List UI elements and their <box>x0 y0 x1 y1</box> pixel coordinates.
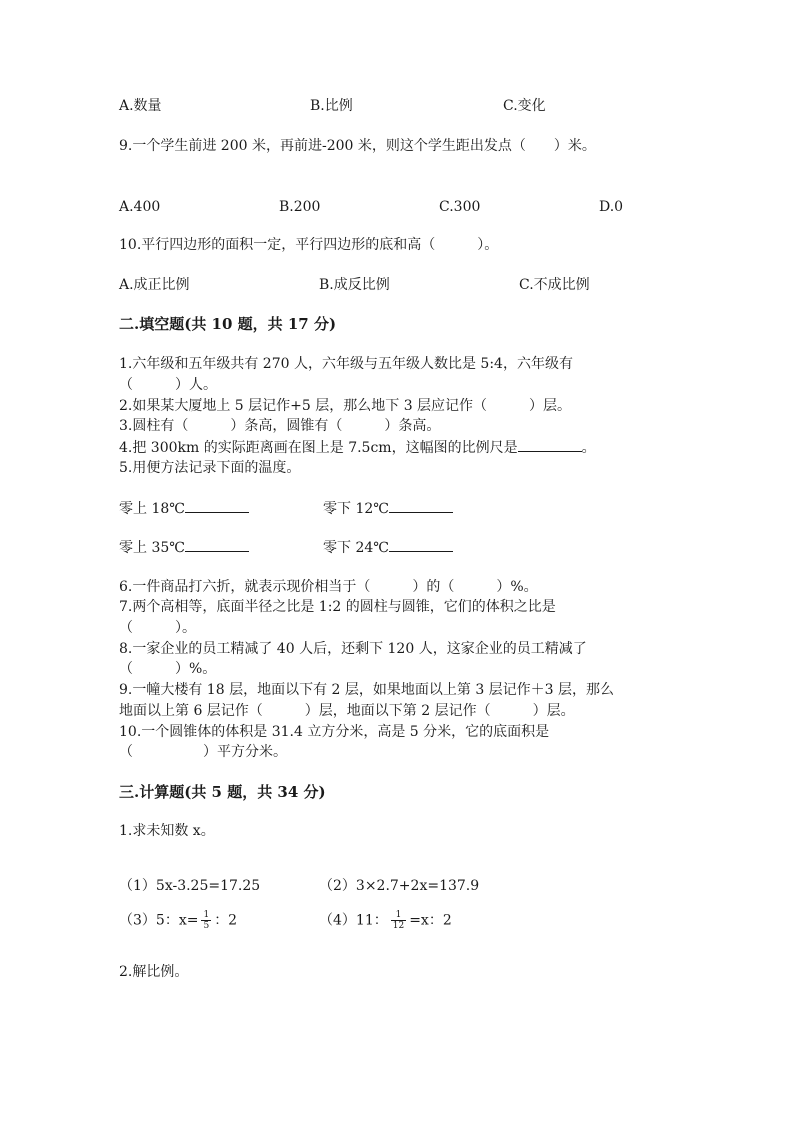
calc-q1: 1.求未知数 x。 <box>119 823 215 839</box>
fill-q4 <box>119 437 596 458</box>
fill-q4-blank <box>518 437 582 452</box>
fill-q1-line1: 1.六年级和五年级共有 270 人，六年级与五年级人数比是 5:4，六年级有 <box>119 356 573 372</box>
equation-4 <box>319 910 452 931</box>
equation-4-fraction <box>391 910 406 931</box>
fill-q7-line1: 7.两个高相等，底面半径之比是 1:2 的圆柱与圆锥，它们的体积之比是 <box>119 599 556 615</box>
q9-option-c: C.300 <box>439 199 481 215</box>
q8-option-a: A.数量 <box>119 98 162 114</box>
fill-q10-line2: （ ）平方分米。 <box>119 744 287 760</box>
fill-q8-line2: （ ）%。 <box>119 661 217 677</box>
equation-2: （2）3×2.7+2x=137.9 <box>319 878 480 894</box>
fill-q8-line1: 8.一家企业的员工精减了 40 人后，还剩下 120 人，这家企业的员工精减了 <box>119 641 587 657</box>
temp-blank-1 <box>185 498 249 513</box>
q9-option-a: A.400 <box>119 199 161 215</box>
temp-label-1: 零上 18℃ <box>119 501 185 517</box>
temp-item-2 <box>323 498 453 519</box>
q9-text: 9.一个学生前进 200 米，再前进-200 米，则这个学生距出发点（ ）米。 <box>119 138 596 154</box>
q9-option-b: B.200 <box>279 199 321 215</box>
temp-label-3: 零上 35℃ <box>119 540 185 556</box>
fill-q6: 6.一件商品打六折，就表示现价相当于（ ）的（ ）%。 <box>119 579 538 595</box>
q8-option-c: C.变化 <box>503 98 546 114</box>
q9-option-d: D.0 <box>599 199 624 215</box>
equation-4-numerator: 1 <box>391 910 406 921</box>
temp-item-3 <box>119 537 249 558</box>
fill-q4-text: 4.把 300km 的实际距离画在图上是 7.5cm，这幅图的比例尺是 <box>119 440 518 456</box>
equation-3-fraction <box>201 910 211 931</box>
q10-text: 10.平行四边形的面积一定，平行四边形的底和高（ ）。 <box>119 237 499 253</box>
equation-3-denominator: 5 <box>203 921 210 931</box>
equation-1: （1）5x-3.25=17.25 <box>119 878 261 894</box>
fill-q9-line2: 地面以上第 6 层记作（ ）层，地面以下第 2 层记作（ ）层。 <box>119 703 575 719</box>
fill-q1-line2: （ ）人。 <box>119 377 217 393</box>
q10-option-b: B.成反比例 <box>319 277 390 293</box>
temp-label-2: 零下 12℃ <box>323 501 389 517</box>
calc-q2: 2.解比例。 <box>119 964 189 980</box>
q10-option-a: A.成正比例 <box>119 277 190 293</box>
fill-q4-end: 。 <box>581 440 596 456</box>
equation-3-numerator: 1 <box>203 910 210 920</box>
equation-3-pre: （3）5：x= <box>119 912 199 929</box>
fill-q9-line1: 9.一幢大楼有 18 层，地面以下有 2 层，如果地面以上第 3 层记作＋3 层，那么 <box>119 682 615 698</box>
section2-title: 二.填空题(共 10 题，共 17 分) <box>119 315 337 333</box>
fill-q10-line1: 10.一个圆锥体的体积是 31.4 立方分米，高是 5 分米，它的底面积是 <box>119 724 550 740</box>
temp-blank-4 <box>389 537 453 552</box>
temp-label-4: 零下 24℃ <box>323 540 389 556</box>
equation-4-post: =x：2 <box>409 912 452 929</box>
fill-q2: 2.如果某大厦地上 5 层记作+5 层，那么地下 3 层应记作（ ）层。 <box>119 398 572 414</box>
temp-item-4 <box>323 537 453 558</box>
section3-title: 三.计算题(共 5 题，共 34 分) <box>119 783 326 801</box>
fill-q7-line2: （ ）。 <box>119 620 196 636</box>
temp-blank-2 <box>389 498 453 513</box>
temp-item-1 <box>119 498 249 519</box>
fill-q3: 3.圆柱有（ ）条高，圆锥有（ ）条高。 <box>119 418 441 434</box>
q8-option-b: B.比例 <box>310 98 353 114</box>
q10-option-c: C.不成比例 <box>519 277 590 293</box>
fill-q5: 5.用便方法记录下面的温度。 <box>119 460 301 476</box>
equation-4-pre: （4）11： <box>319 912 388 929</box>
equation-3-post: ：2 <box>214 912 238 929</box>
equation-3 <box>119 910 237 931</box>
equation-4-denominator: 12 <box>392 921 405 931</box>
temp-blank-3 <box>185 537 249 552</box>
